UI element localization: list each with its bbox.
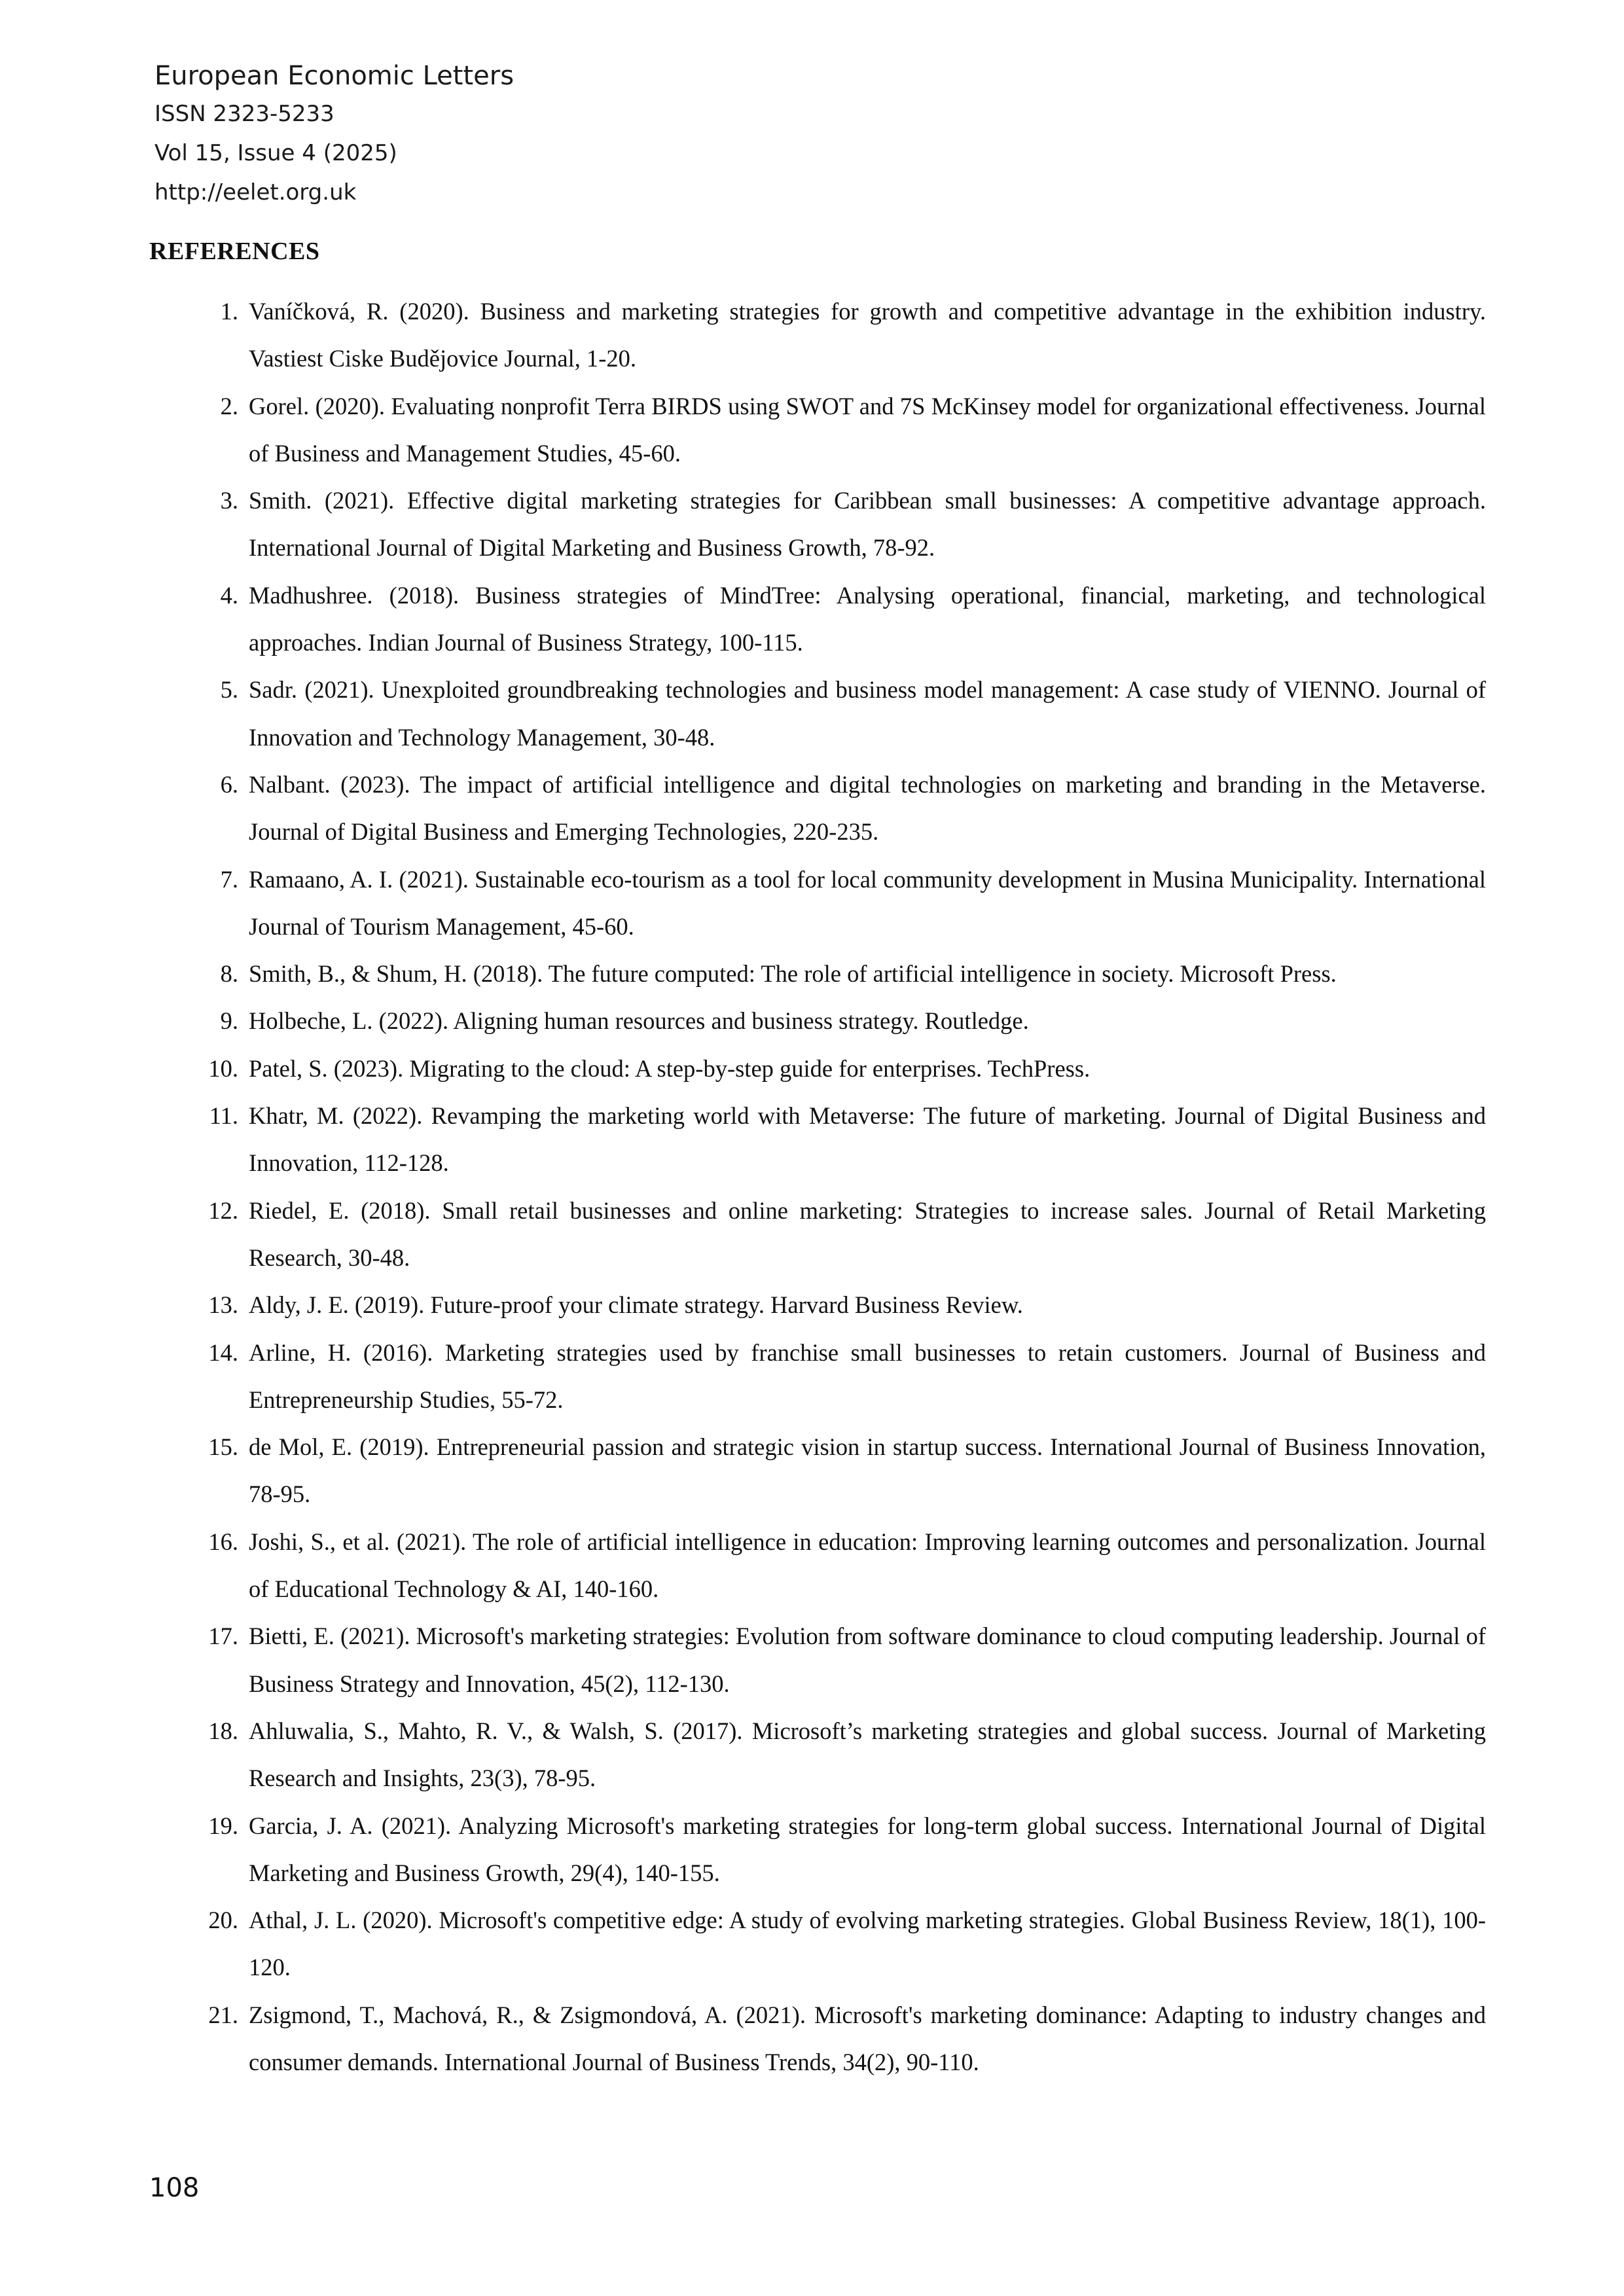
reference-number: 19. <box>208 1812 238 1839</box>
reference-text: Bietti, E. (2021). Microsoft's marketing strategies: Evolution from software dominance to cloud computing leadership. Journal of Business Strategy and Innovation, 45(2), 112-130. <box>249 1623 1486 1697</box>
reference-number: 5. <box>220 676 238 704</box>
journal-name: European Economic Letters <box>154 61 514 91</box>
reference-number: 13. <box>208 1291 238 1319</box>
reference-item <box>196 1329 1486 1424</box>
reference-text: Gorel. (2020). Evaluating nonprofit Terra BIRDS using SWOT and 7S McKinsey model for organizational effectiveness. Journal of Business and Management Studies, 45-60. <box>249 392 1486 467</box>
reference-item <box>196 1613 1486 1708</box>
reference-number: 3. <box>220 487 238 514</box>
reference-item <box>196 1187 1486 1282</box>
reference-number: 8. <box>220 960 238 988</box>
reference-number: 18. <box>208 1717 238 1744</box>
reference-text: Ahluwalia, S., Mahto, R. V., & Walsh, S. (2017). Microsoft’s marketing strategies and global success. Journal of Marketing Research and Insights, 23(3), 78-95. <box>249 1717 1486 1792</box>
reference-list <box>196 288 1486 2086</box>
reference-item <box>196 666 1486 761</box>
references-heading: REFERENCES <box>149 238 320 265</box>
reference-text: Madhushree. (2018). Business strategies of MindTree: Analysing operational, financial, marketing, and technological approaches. Indian Journal of Business Strategy, 100-115. <box>249 581 1486 656</box>
reference-text: Nalbant. (2023). The impact of artificial intelligence and digital technologies on marketing and branding in the Metaverse. Journal of Digital Business and Emerging Technologies, 220-235. <box>249 770 1486 846</box>
reference-text: Athal, J. L. (2020). Microsoft's competitive edge: A study of evolving marketing strategies. Global Business Review, 18(1), 100-120. <box>249 1907 1486 1981</box>
reference-item <box>196 1708 1486 1803</box>
reference-text: Smith. (2021). Effective digital marketing strategies for Caribbean small businesses: A competitive advantage approach. International Journal of Digital Marketing and Business Growth, 78-92. <box>249 487 1486 562</box>
reference-number: 1. <box>220 298 238 325</box>
reference-item <box>196 383 1486 478</box>
reference-number: 11. <box>209 1102 238 1130</box>
reference-item <box>196 1992 1486 2087</box>
reference-item <box>196 477 1486 572</box>
reference-text: Joshi, S., et al. (2021). The role of artificial intelligence in education: Improving learning outcomes and personalization. Journal of Educational Technology & AI, 140-160. <box>249 1528 1486 1603</box>
reference-number: 2. <box>220 392 238 420</box>
journal-issn: ISSN 2323-5233 <box>154 101 334 127</box>
reference-text: Ramaano, A. I. (2021). Sustainable eco-tourism as a tool for local community development in Musina Municipality. International Journal of Tourism Management, 45-60. <box>249 865 1486 940</box>
reference-text: Arline, H. (2016). Marketing strategies used by franchise small businesses to retain customers. Journal of Business and Entrepreneurship Studies, 55-72. <box>249 1338 1486 1413</box>
reference-number: 15. <box>208 1433 238 1461</box>
reference-item <box>196 1518 1486 1613</box>
reference-number: 6. <box>220 770 238 798</box>
reference-number: 20. <box>208 1907 238 1934</box>
reference-number: 10. <box>208 1054 238 1082</box>
journal-volume: Vol 15, Issue 4 (2025) <box>154 140 397 166</box>
reference-number: 12. <box>208 1196 238 1224</box>
reference-number: 21. <box>208 2001 238 2028</box>
reference-item <box>196 1897 1486 1992</box>
reference-number: 9. <box>220 1007 238 1035</box>
reference-text: Patel, S. (2023). Migrating to the cloud: A step-by-step guide for enterprises. TechPress. <box>249 1054 1091 1082</box>
reference-item <box>196 997 1486 1045</box>
reference-text: Garcia, J. A. (2021). Analyzing Microsoft's marketing strategies for long-term global success. International Journal of Digital Marketing and Business Growth, 29(4), 140-155. <box>249 1812 1486 1886</box>
reference-text: de Mol, E. (2019). Entrepreneurial passion and strategic vision in startup success. International Journal of Business Innovation, 78-95. <box>249 1433 1486 1508</box>
reference-number: 14. <box>208 1338 238 1366</box>
reference-item <box>196 1803 1486 1897</box>
journal-header <box>154 58 514 212</box>
reference-item <box>196 572 1486 667</box>
reference-text: Aldy, J. E. (2019). Future-proof your climate strategy. Harvard Business Review. <box>249 1291 1023 1319</box>
reference-item <box>196 288 1486 383</box>
reference-number: 4. <box>220 581 238 609</box>
reference-text: Vaníčková, R. (2020). Business and marketing strategies for growth and competitive advantage in the exhibition industry. Vastiest Ciske Budějovice Journal, 1-20. <box>249 298 1486 372</box>
reference-number: 16. <box>208 1528 238 1555</box>
reference-item <box>196 950 1486 997</box>
reference-text: Riedel, E. (2018). Small retail businesses and online marketing: Strategies to increase sales. Journal of Retail Marketing Research, 30-48. <box>249 1196 1486 1271</box>
reference-text: Holbeche, L. (2022). Aligning human resources and business strategy. Routledge. <box>249 1007 1029 1035</box>
reference-number: 7. <box>220 865 238 893</box>
reference-text: Zsigmond, T., Machová, R., & Zsigmondová, A. (2021). Microsoft's marketing dominance: Adapting to industry changes and consumer demands. International Journal of Business Trends, 34(2), 90-110. <box>249 2001 1486 2075</box>
reference-item <box>196 856 1486 951</box>
journal-url: http://eelet.org.uk <box>154 179 357 206</box>
page-number: 108 <box>149 2173 200 2203</box>
reference-text: Smith, B., & Shum, H. (2018). The future computed: The role of artificial intelligence in society. Microsoft Press. <box>249 960 1337 988</box>
reference-item <box>196 1045 1486 1092</box>
reference-text: Khatr, M. (2022). Revamping the marketing world with Metaverse: The future of marketing. Journal of Digital Business and Innovation, 112-128. <box>249 1102 1486 1177</box>
reference-item <box>196 1282 1486 1329</box>
reference-item <box>196 1424 1486 1518</box>
reference-item <box>196 1092 1486 1187</box>
reference-text: Sadr. (2021). Unexploited groundbreaking technologies and business model management: A case study of VIENNO. Journal of Innovation and Technology Management, 30-48. <box>249 676 1486 751</box>
reference-item <box>196 761 1486 856</box>
reference-number: 17. <box>208 1623 238 1650</box>
